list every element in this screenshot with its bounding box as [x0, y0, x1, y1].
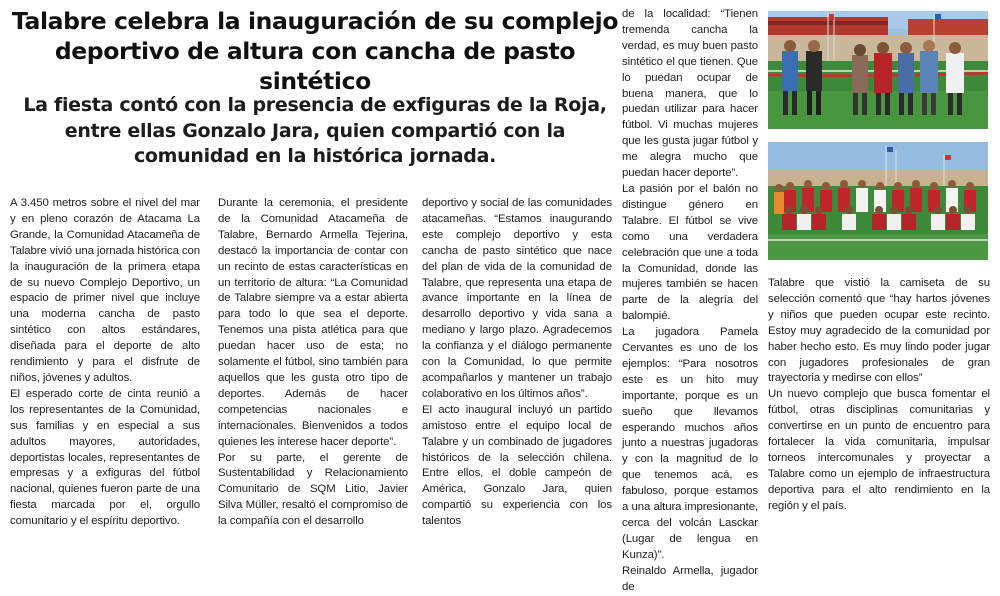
- article-column-1: [10, 196, 200, 530]
- team-group-photo: [768, 142, 988, 260]
- article-column-2: [218, 196, 408, 530]
- paragraph: Un nuevo complejo que busca fomentar el fútbol, otras disciplinas comunitarias y convertirse en un punto de encuentro para fortalecer la vida comunitaria, impulsar torneos intercomunales y proyectar a Talabre como un ejemplo de infraestructura deportiva para el alto rendimiento en la región y el país.: [768, 388, 990, 512]
- paragraph: Por su parte, el gerente de Sustentabilidad y Relacionamiento Comunitario de SQM Litio, Javier Silva Müller, resaltó el compromiso de la compañía con el desarrollo: [218, 451, 408, 528]
- paragraph: El acto inaugural incluyó un partido amistoso entre el equipo local de Talabre y un combinado de jugadores históricos de la selección chilena. Entre ellos, el doble campeón de América, Gonzalo Jara, quien compartió su experiencia con los talentos: [422, 403, 612, 528]
- paragraph: La jugadora Pamela Cervantes es uno de los ejemplos: “Para nosotros este es un hito muy importante, porque es un sueño que llevamos esperando muchos años junto a nuestras jugadoras y con la magnitud de lo que tenemos acá, es fabuloso, porque estamos a una altura impresionante, cerca del volcán Lasckar (Lugar de lengua en Kunza)”.: [622, 326, 758, 561]
- paragraph: A 3.450 metros sobre el nivel del mar y en pleno corazón de Atacama La Grande, la Comunidad Atacameña de Talabre vivió una jornada histórica con la inauguración de la primera etapa de su nuevo Complejo Deportivo, un espacio de primer nivel que incluye una moderna cancha de pasto sintético con altos estándares, diseñada para el deporte de alto rendimiento y para el disfrute de niños, jóvenes y adultos.: [10, 197, 200, 384]
- paragraph: La pasión por el balón no distingue género en Talabre. El fútbol se vive como una verdadera celebración que une a toda la Comunidad, donde las mujeres también se hacen parte de la alegría del balompié.: [622, 182, 758, 323]
- ribbon-cutting-photo: [768, 11, 988, 129]
- paragraph: El esperado corte de cinta reunió a los representantes de la Comunidad, sus familias y en especial a sus adultos mayores, autoridades, deportistas locales, representantes de empresas y a exfiguras del fútbol nacional, quienes fueron parte de una fiesta marcada por el, orgullo comunitario y el espíritu deportivo.: [10, 387, 200, 528]
- team-group-image: [768, 142, 988, 260]
- paragraph: Talabre que vistió la camiseta de su selección comentó que “hay hartos jóvenes y niños que pueden ocupar este recinto. Estoy muy agradecido de la comunidad por haber hecho esto. Es muy lindo poder jugar con jugadores profesionales de gran trayectoria y medirse con ellos”: [768, 277, 990, 385]
- subheadline: La fiesta contó con la presencia de exfiguras de la Roja, entre ellas Gonzalo Jara, quien compartió con la comunidad en la histórica jornada.: [23, 94, 607, 167]
- article-column-4: [622, 7, 758, 596]
- article-column-3: [422, 196, 612, 530]
- headline: Talabre celebra la inauguración de su complejo deportivo de altura con cancha de pasto sintético: [11, 7, 619, 95]
- paragraph: Durante la ceremonia, el presidente de la Comunidad Atacameña de Talabre, Bernardo Armella Tejerina, destacó la importancia de contar con un recinto de estas características en un territorio de altura: “La Comunidad de Talabre siempre va a estar abierta para todo lo que sea el deporte. Tenemos una pista atlética para que puedan hacer uso de esta; no solamente el fútbol, sino también para aquellos que les gusta otro tipo de deportes. Además de hacer competencias nacionales e internacionales. Bienvenidos a todos quienes les interese hacer deporte”.: [218, 197, 408, 448]
- paragraph: Reinaldo Armella, jugador de: [622, 564, 758, 593]
- paragraph: de la localidad: “Tienen tremenda cancha la verdad, es muy buen pasto sintético el que tienen. Que lo puedan ocupar de buena manera, que lo puedan utilizar para hacer fútbol. Vi muchas mujeres que les gusta jugar fútbol y me alegra mucho que puedan hacer deporte”.: [622, 8, 758, 180]
- ribbon-cutting-image: [768, 11, 988, 129]
- paragraph: deportivo y social de las comunidades atacameñas. “Estamos inaugurando este complejo deportivo y esta cancha de pasto sintético que nace del plan de vida de la comunidad de Talabre, que representa una etapa de avance importante en la línea de desarrollo deportivo y vida sana a mediano y largo plazo. Agradecemos la confianza y el diálogo permanente con la Comunidad, lo que permite acompañarlos y mantener un trabajo colaborativo en los últimos años”.: [422, 197, 612, 400]
